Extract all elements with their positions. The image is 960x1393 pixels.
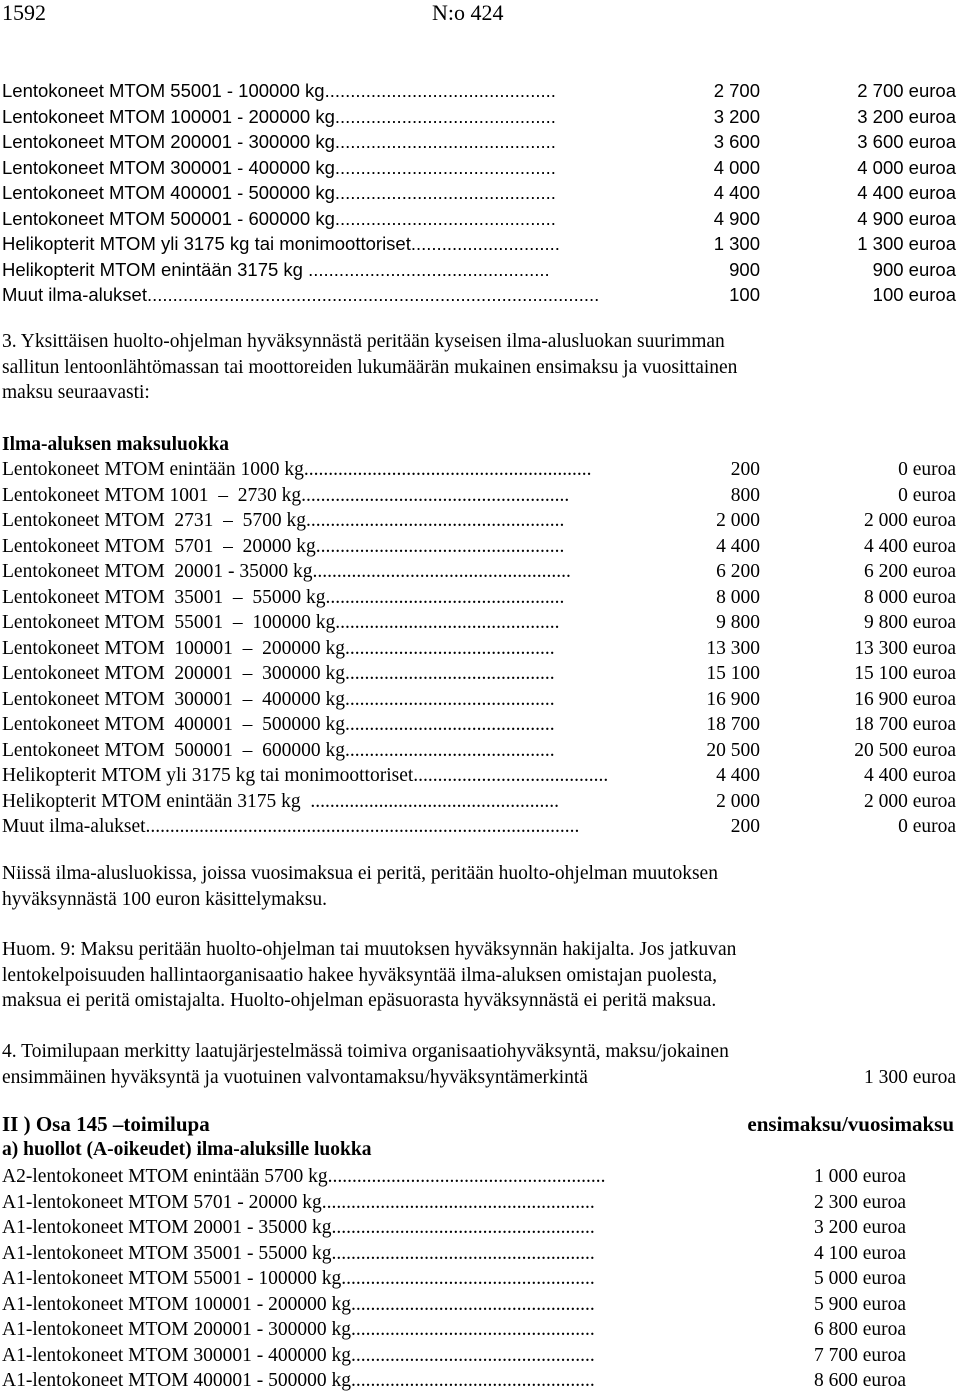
- table-row: [2, 534, 956, 559]
- fee-annual: 5 000 euroa: [813, 1268, 906, 1289]
- table-row: [2, 483, 956, 508]
- row-label: Lentokoneet MTOM 55001 - 100000 kg.............................................: [2, 80, 556, 101]
- huom-line: maksua ei peritä omistajalta. Huolto-ohjelman epäsuorasta hyväksynnästä ei peritä maksua.: [2, 990, 717, 1011]
- fee-initial: 800: [730, 484, 760, 506]
- fee-initial: 20 500: [706, 739, 760, 761]
- fee-initial: 18 700: [706, 714, 760, 735]
- fee-initial: 1 300: [713, 233, 760, 254]
- row-label: Lentokoneet MTOM 2731 – 5700 kg.....................................................: [2, 510, 565, 531]
- page-number: 1592: [2, 0, 46, 25]
- table-row: [2, 1164, 956, 1189]
- table-row: [2, 814, 956, 839]
- row-label: Lentokoneet MTOM 200001 - 300000 kg...........................................: [2, 131, 556, 152]
- row-label: A1-lentokoneet MTOM 55001 - 100000 kg....................................................: [2, 1268, 595, 1289]
- fee-initial: 3 200: [713, 105, 760, 127]
- table-row: [2, 1317, 956, 1342]
- fee-initial: 6 200: [716, 561, 760, 582]
- note-line: hyväksynnästä 100 euron käsittelymaksu.: [2, 888, 327, 910]
- row-label: A1-lentokoneet MTOM 20001 - 35000 kg......................................................: [2, 1217, 595, 1238]
- huom-paragraph: [2, 937, 956, 1014]
- fee-annual: 0 euroa: [898, 484, 956, 506]
- part-2-subheading: a) huollot (A-oikeudet) ilma-aluksille luokka: [2, 1139, 372, 1160]
- table-row: [2, 1292, 956, 1317]
- fee-annual: 8 600 euroa: [813, 1370, 906, 1391]
- fee-annual: 3 200 euroa: [813, 1217, 906, 1238]
- section-3-heading: Ilma-aluksen maksuluokka: [2, 434, 230, 455]
- row-label: Lentokoneet MTOM 500001 – 600000 kg...........................................: [2, 739, 555, 761]
- fee-initial: 2 000: [716, 510, 760, 531]
- note-line: Niissä ilma-alusluokissa, joissa vuosimaksua ei peritä, peritään huolto-ohjelman muutoksen: [2, 863, 718, 884]
- table-row: [2, 661, 956, 686]
- fee-annual: 4 400 euroa: [863, 765, 956, 786]
- fee-initial: 9 800: [716, 612, 760, 633]
- fee-annual: 13 300 euroa: [854, 637, 956, 659]
- fee-annual: 6 800 euroa: [813, 1319, 906, 1340]
- row-label: Lentokoneet MTOM 55001 – 100000 kg..............................................: [2, 612, 560, 633]
- fee-annual: 5 900 euroa: [813, 1293, 906, 1315]
- table-row: [2, 78, 956, 103]
- table-row: [2, 687, 956, 712]
- fee-initial: 4 400: [713, 182, 760, 203]
- fee-annual: 4 400 euroa: [857, 182, 956, 203]
- fee-annual: 0 euroa: [898, 816, 956, 837]
- fee-initial: 16 900: [706, 688, 760, 710]
- table-row: [2, 1190, 956, 1215]
- row-label: A1-lentokoneet MTOM 300001 - 400000 kg..................................................: [2, 1344, 595, 1366]
- fee-annual: 2 300 euroa: [813, 1191, 906, 1213]
- fee-annual: 2 000 euroa: [863, 790, 956, 812]
- huom-line: lentokelpoisuuden hallintaorganisaatio hakee hyväksyntää ilma-aluksen omistajan puolesta,: [2, 964, 717, 986]
- section-3-intro: [2, 329, 956, 406]
- fee-annual: 3 200 euroa: [857, 105, 956, 127]
- row-label: Lentokoneet MTOM 20001 - 35000 kg.....................................................: [2, 561, 571, 582]
- fee-initial: 100: [729, 284, 760, 305]
- table-row: [2, 129, 956, 154]
- huom-line: Huom. 9: Maksu peritään huolto-ohjelman tai muutoksen hyväksynnän hakijalta. Jos jatkuvan: [2, 939, 737, 960]
- row-label: Lentokoneet MTOM 300001 – 400000 kg...........................................: [2, 688, 555, 710]
- row-label: Lentokoneet MTOM 5701 – 20000 kg...................................................: [2, 535, 565, 557]
- fee-annual: 1 300 euroa: [857, 233, 956, 254]
- row-label: A1-lentokoneet MTOM 5701 - 20000 kg........................................................: [2, 1191, 595, 1213]
- fee-initial: 2 000: [716, 790, 760, 812]
- fee-annual: 100 euroa: [872, 284, 956, 305]
- table-row: [2, 1241, 956, 1266]
- row-label: A1-lentokoneet MTOM 400001 - 500000 kg..................................................: [2, 1370, 595, 1391]
- fee-annual: 0 euroa: [898, 459, 956, 480]
- row-label: Muut ilma-alukset.........................................................................................: [2, 816, 580, 837]
- row-label: Lentokoneet MTOM enintään 1000 kg...........................................................: [2, 459, 592, 480]
- row-label: Helikopterit MTOM enintään 3175 kg ...................................................: [2, 790, 559, 812]
- table-row: [2, 155, 956, 180]
- fee-annual: 6 200 euroa: [863, 561, 956, 582]
- section-4-line: 4. Toimilupaan merkitty laatujärjestelmässä toimiva organisaatiohyväksyntä, maksu/jokainen: [2, 1041, 729, 1062]
- section-4: [2, 1039, 956, 1090]
- row-label: Lentokoneet MTOM 300001 - 400000 kg...........................................: [2, 156, 556, 178]
- note-paragraph: [2, 861, 956, 912]
- fee-annual: 900 euroa: [872, 258, 956, 280]
- fee-initial: 13 300: [706, 637, 760, 659]
- fee-annual: 18 700 euroa: [854, 714, 956, 735]
- section-4-line: ensimmäinen hyväksyntä ja vuotuinen valvontamaksu/hyväksyntämerkintä: [2, 1066, 588, 1088]
- fee-annual: 20 500 euroa: [854, 739, 956, 761]
- fee-annual: 9 800 euroa: [863, 612, 956, 633]
- fee-annual: 2 700 euroa: [857, 80, 956, 101]
- table-row: [2, 1215, 956, 1240]
- table-row: [2, 763, 956, 788]
- table-row: [2, 257, 956, 282]
- fee-annual: 8 000 euroa: [863, 586, 956, 608]
- table-row: [2, 1266, 956, 1291]
- row-label: A1-lentokoneet MTOM 100001 - 200000 kg..................................................: [2, 1293, 595, 1315]
- table-row: [2, 712, 956, 737]
- fee-initial: 2 700: [713, 80, 760, 101]
- table-row: [2, 738, 956, 763]
- fee-annual: 4 400 euroa: [863, 535, 956, 557]
- fee-annual: 4 900 euroa: [857, 207, 956, 229]
- table-row: [2, 610, 956, 635]
- fee-annual: 7 700 euroa: [813, 1344, 906, 1366]
- fee-initial: 200: [730, 459, 760, 480]
- fee-initial: 4 000: [713, 156, 760, 178]
- fee-annual: 4 000 euroa: [857, 156, 956, 178]
- part-2-title: II ) Osa 145 –toimilupa: [2, 1112, 210, 1136]
- fee-annual: 16 900 euroa: [854, 688, 956, 710]
- table-row: [2, 585, 956, 610]
- row-label: Lentokoneet MTOM 400001 - 500000 kg...........................................: [2, 182, 556, 203]
- fee-initial: 200: [730, 816, 760, 837]
- row-label: Lentokoneet MTOM 35001 – 55000 kg.................................................: [2, 586, 565, 608]
- part-2-column-header: ensimaksu/vuosimaksu: [747, 1112, 954, 1136]
- intro-line: maksu seuraavasti:: [2, 382, 150, 403]
- row-label: A1-lentokoneet MTOM 35001 - 55000 kg......................................................: [2, 1242, 595, 1264]
- row-label: Lentokoneet MTOM 200001 – 300000 kg...........................................: [2, 663, 555, 684]
- fee-annual: 1 000 euroa: [813, 1166, 906, 1187]
- table-row: [2, 1368, 956, 1393]
- table-row: [2, 206, 956, 231]
- row-label: Helikopterit MTOM enintään 3175 kg ...............................................: [2, 258, 550, 280]
- fee-annual: 15 100 euroa: [854, 663, 956, 684]
- fee-annual: 4 100 euroa: [813, 1242, 906, 1264]
- intro-line: sallitun lentoonlähtömassan tai moottoreiden lukumäärän mukainen ensimaksu ja vuosittainen: [2, 356, 738, 378]
- row-label: Helikopterit MTOM yli 3175 kg tai monimoottoriset........................................: [2, 765, 609, 786]
- row-label: Helikopterit MTOM yli 3175 kg tai monimoottoriset.............................: [2, 233, 560, 254]
- table-row: [2, 508, 956, 533]
- table-row: [2, 180, 956, 205]
- intro-line: 3. Yksittäisen huolto-ohjelman hyväksynnästä peritään kyseisen ilma-alusluokan suurimman: [2, 331, 725, 352]
- fee-initial: 3 600: [713, 131, 760, 152]
- row-label: Lentokoneet MTOM 400001 – 500000 kg...........................................: [2, 714, 555, 735]
- table-row: [2, 789, 956, 814]
- table-row: [2, 1343, 956, 1368]
- section-4-value: 1 300 euroa: [863, 1066, 956, 1088]
- fee-initial: 4 400: [716, 535, 760, 557]
- fee-initial: 900: [729, 258, 760, 280]
- row-label: Lentokoneet MTOM 500001 - 600000 kg...........................................: [2, 207, 556, 229]
- fee-initial: 4 400: [716, 765, 760, 786]
- table-row: [2, 231, 956, 256]
- row-label: A2-lentokoneet MTOM enintään 5700 kg.........................................................: [2, 1166, 606, 1187]
- table-row: [2, 559, 956, 584]
- row-label: Lentokoneet MTOM 1001 – 2730 kg.......................................................: [2, 484, 570, 506]
- table-row: [2, 636, 956, 661]
- fee-annual: 2 000 euroa: [863, 510, 956, 531]
- row-label: Lentokoneet MTOM 100001 – 200000 kg...........................................: [2, 637, 555, 659]
- fee-initial: 15 100: [706, 663, 760, 684]
- table-row: [2, 104, 956, 129]
- table-row: [2, 457, 956, 482]
- row-label: Muut ilma-alukset........................................................................................: [2, 284, 600, 305]
- fee-annual: 3 600 euroa: [857, 131, 956, 152]
- row-label: A1-lentokoneet MTOM 200001 - 300000 kg..................................................: [2, 1319, 595, 1340]
- document-number: N:o 424: [432, 0, 504, 25]
- table-row: [2, 282, 956, 307]
- fee-initial: 8 000: [716, 586, 760, 608]
- row-label: Lentokoneet MTOM 100001 - 200000 kg...........................................: [2, 105, 556, 127]
- fee-initial: 4 900: [713, 207, 760, 229]
